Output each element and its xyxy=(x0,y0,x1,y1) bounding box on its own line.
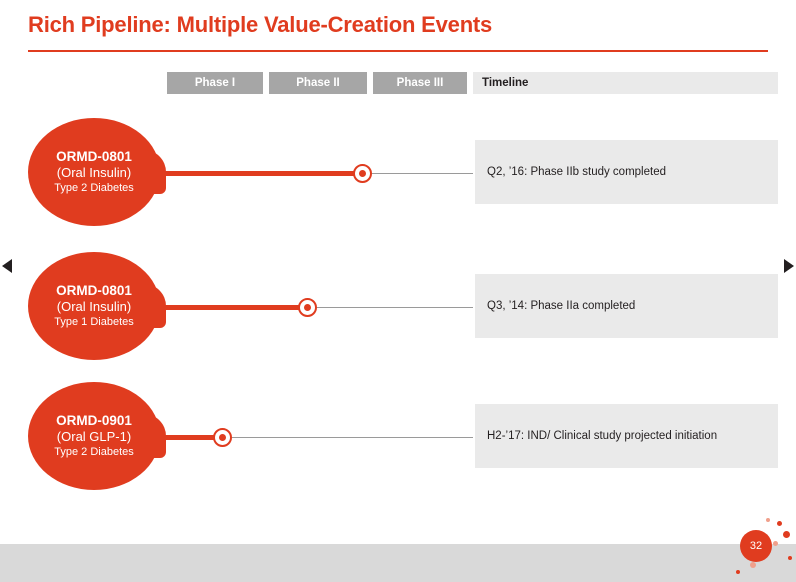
decoration-dot xyxy=(736,570,740,574)
pipeline-row xyxy=(0,118,796,228)
title-divider xyxy=(28,50,768,52)
program-badge xyxy=(28,252,160,360)
page-number-badge: 32 xyxy=(740,530,772,562)
program-modality: (Oral GLP-1) xyxy=(56,429,132,445)
decoration-dot xyxy=(773,541,778,546)
program-modality: (Oral Insulin) xyxy=(56,165,132,181)
decoration-dot xyxy=(783,531,790,538)
program-name: ORMD-0801 xyxy=(56,148,132,164)
timeline-connector xyxy=(310,307,473,308)
program-badge xyxy=(28,382,160,490)
program-badge-text xyxy=(28,252,160,360)
milestone-marker xyxy=(298,298,317,317)
milestone-marker xyxy=(213,428,232,447)
progress-bar xyxy=(155,171,365,176)
timeline-connector xyxy=(225,437,473,438)
timeline-note: Q2, ’16: Phase IIb study completed xyxy=(473,140,778,204)
previous-slide-arrow-icon[interactable] xyxy=(2,259,12,273)
program-indication: Type 1 Diabetes xyxy=(54,315,134,328)
program-modality: (Oral Insulin) xyxy=(56,299,132,315)
timeline-column-header: Timeline xyxy=(473,72,778,94)
next-slide-arrow-icon[interactable] xyxy=(784,259,794,273)
program-badge xyxy=(28,118,160,226)
decoration-dot xyxy=(777,521,782,526)
phase-header-3: Phase III xyxy=(373,72,467,94)
decoration-dot xyxy=(788,556,792,560)
timeline-connector xyxy=(365,173,473,174)
footer-bar xyxy=(0,544,796,582)
pipeline-row xyxy=(0,382,796,492)
decoration-dot xyxy=(766,518,770,522)
program-badge-text xyxy=(28,118,160,226)
timeline-note: H2-’17: IND/ Clinical study projected initiation xyxy=(473,404,778,468)
timeline-note: Q3, ’14: Phase IIa completed xyxy=(473,274,778,338)
phase-header-2: Phase II xyxy=(269,72,367,94)
program-name: ORMD-0901 xyxy=(56,412,132,428)
page-title: Rich Pipeline: Multiple Value-Creation Events xyxy=(28,12,493,37)
program-indication: Type 2 Diabetes xyxy=(54,445,134,458)
program-indication: Type 2 Diabetes xyxy=(54,181,134,194)
pipeline-row xyxy=(0,252,796,362)
progress-bar xyxy=(155,305,310,310)
program-badge-text xyxy=(28,382,160,490)
phase-header-1: Phase I xyxy=(167,72,263,94)
program-name: ORMD-0801 xyxy=(56,282,132,298)
decoration-dot xyxy=(750,562,756,568)
milestone-marker xyxy=(353,164,372,183)
